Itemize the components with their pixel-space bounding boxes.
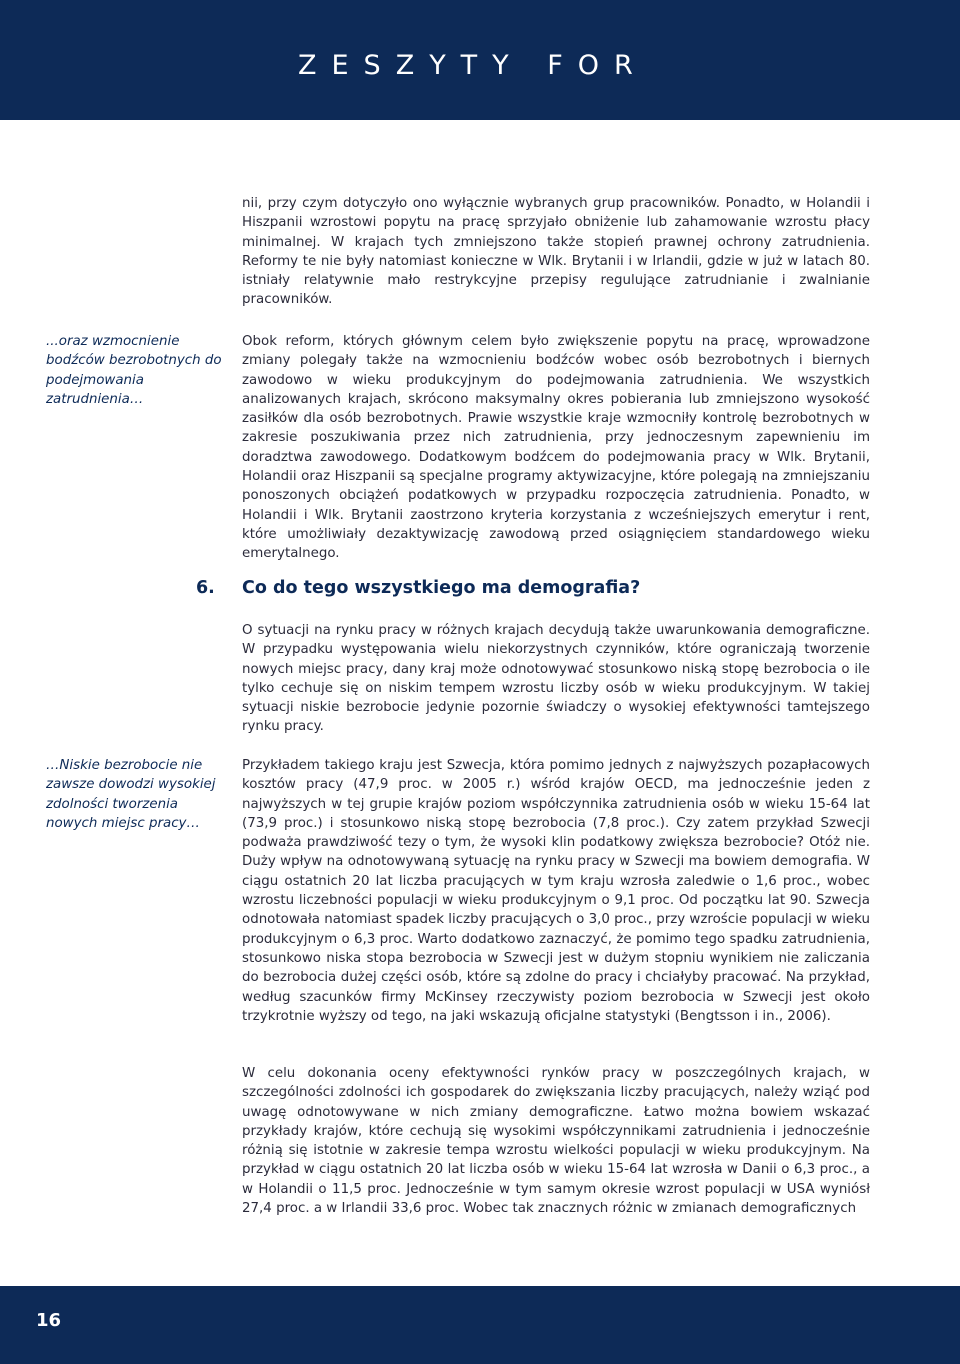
body-paragraph-5: W celu dokonania oceny efektywności rynków pracy w poszczególnych krajach, w szczególności zdolności ich gospodarek do zwiększania liczby pracujących, należy wziąć pod uwagę odnotowywane w nich zmiany demograficzne. Łatwo można bowiem wskazać przykłady krajów, które cechują się wysokimi współczynnikami zatrudnienia i jednocześnie różnią się istotnie w zakresie tempa wzrostu wielkości populacji w wieku produkcyjnym. Na przykład w ciągu ostatnich 20 lat liczba osób w wieku 15-64 lat wzrosła w Danii o 6,3 proc., a w Holandii o 11,5 proc. Jednocześnie w tym samym okresie wzrost populacji w USA wyniósł 27,4 proc. a w Irlandii 33,6 proc. Wobec tak znacznych różnic w zmianach demograficznych: [242, 1066, 870, 1217]
body-paragraph-3: O sytuacji na rynku pracy w różnych krajach decydują także uwarunkowania demograficzne. W przypadku występowania wielu niekorzystnych czynników, które ograniczają tworzenie nowych miejsc pracy, dany kraj może odnotowywać stosunkowo niską stopę bezrobocia o ile tylko cechuje się on niskim tempem wzrostu liczby osób w wieku produkcyjnym. W takiej sytuacji niskie bezrobocie jedynie pozornie świadczy o wysokiej efektywności tamtejszego rynku pracy.: [242, 623, 870, 735]
section-heading: [196, 578, 896, 598]
margin-note-bodzce: ...oraz wzmocnienie bodźców bezrobotnych do podejmowania zatrudnienia…: [46, 334, 222, 407]
body-paragraph-1: nii, przy czym dotyczyło ono wyłącznie wybranych grup pracowników. Ponadto, w Holandii i Hiszpanii wzrostowi popytu na pracę sprzyjało obniżenie lub zahamowanie wzrostu płacy minimalnej. W krajach tych zmniejszono także stopień prawnej ochrony zatrudnienia. Reformy te nie były natomiast konieczne w Wlk. Brytanii i w Irlandii, gdzie w już w latach 80. istniały relatywnie mało restrykcyjne przepisy regulujące zatrudnianie i zwalnianie pracowników.: [242, 196, 870, 308]
body-paragraph-4: Przykładem takiego kraju jest Szwecja, która pomimo jednych z najwyższych pozapłacowych kosztów pracy (47,9 proc. w 2005 r.) wśród krajów OECD, ma jednocześnie jeden z najwyższych w tej grupie krajów poziom współczynnika zatrudnienia osób w wieku 15-64 lat (73,9 proc.) i stosunkowo niską stopę bezrobocia (7,8 proc.). Czy zatem przykład Szwecji podważa prawdziwość tezy o tym, że wysoki klin podatkowy zwiększa bezrobocie? Otóż nie. Duży wpływ na odnotowywaną sytuację na rynku pracy w Szwecji ma bowiem demografia. W ciągu ostatnich 20 lat liczba pracujących w tym kraju wzrosła zaledwie o 1,6 proc., wobec wzrostu liczebności populacji w wieku produkcyjnym o 9,1 proc. Od początku lat 90. Szwecja odnotowała natomiast spadek liczby pracujących o 3,0 proc., przy wzroście populacji w wieku produkcyjnym o 6,3 proc. Warto dodatkowo zaznaczyć, że pomimo tego spadku zatrudnienia, stosunkowo niska stopa bezrobocia w Szwecji jest w dużym stopniu wynikiem nie zaliczania do bezrobocia dużej części osób, które są zdolne do pracy i chciałyby pracować. Na przykład, według szacunków firmy McKinsey rzeczywisty poziom bezrobocia w Szwecji jest około trzykrotnie wyższy od tego, na jaki wskazują oficjalne statystyki (Bengtsson i in., 2006).: [242, 758, 870, 1024]
margin-note-bezrobocie: …Niskie bezrobocie nie zawsze dowodzi wysokiej zdolności tworzenia nowych miejsc pracy…: [46, 758, 216, 831]
page-number: 16: [36, 1310, 62, 1331]
footer-band: [0, 1286, 960, 1364]
section-number: 6.: [196, 578, 215, 598]
header-band: [0, 0, 960, 120]
body-paragraph-2: Obok reform, których głównym celem było zwiększenie popytu na pracę, wprowadzone zmiany polegały także na wzmocnieniu bodźców wobec osób bezrobotnych i biernych zawodowo w wieku produkcyjnym do podejmowania zatrudnienia. We wszystkich analizowanych krajach, skrócono maksymalny okres pobierania lub zmniejszono wysokość zasiłków dla osób bezrobotnych. Prawie wszystkie kraje wzmocniły kontrolę bezrobotnych w zakresie poszukiwania przez nich zatrudnienia, przy jednoczesnym zapewnieniu im doradztwa zawodowego. Dodatkowym bodźcem do podejmowania pracy w Wlk. Brytanii, Holandii oraz Hiszpanii są specjalne programy aktywizacyjne, które polegają na zmniejszaniu ponoszonych obciążeń podatkowych w przypadku rozpoczęcia zatrudnienia. Ponadto, w Holandii i Wlk. Brytanii zaostrzono kryteria korzystania z wcześniejszych emerytur i rent, które umożliwiały dezaktywizację zawodową przed osiągnięciem standardowego wieku emerytalnego.: [242, 334, 870, 562]
journal-title: ZESZYTY FOR: [298, 50, 648, 81]
section-title: Co do tego wszystkiego ma demografia?: [242, 578, 641, 598]
